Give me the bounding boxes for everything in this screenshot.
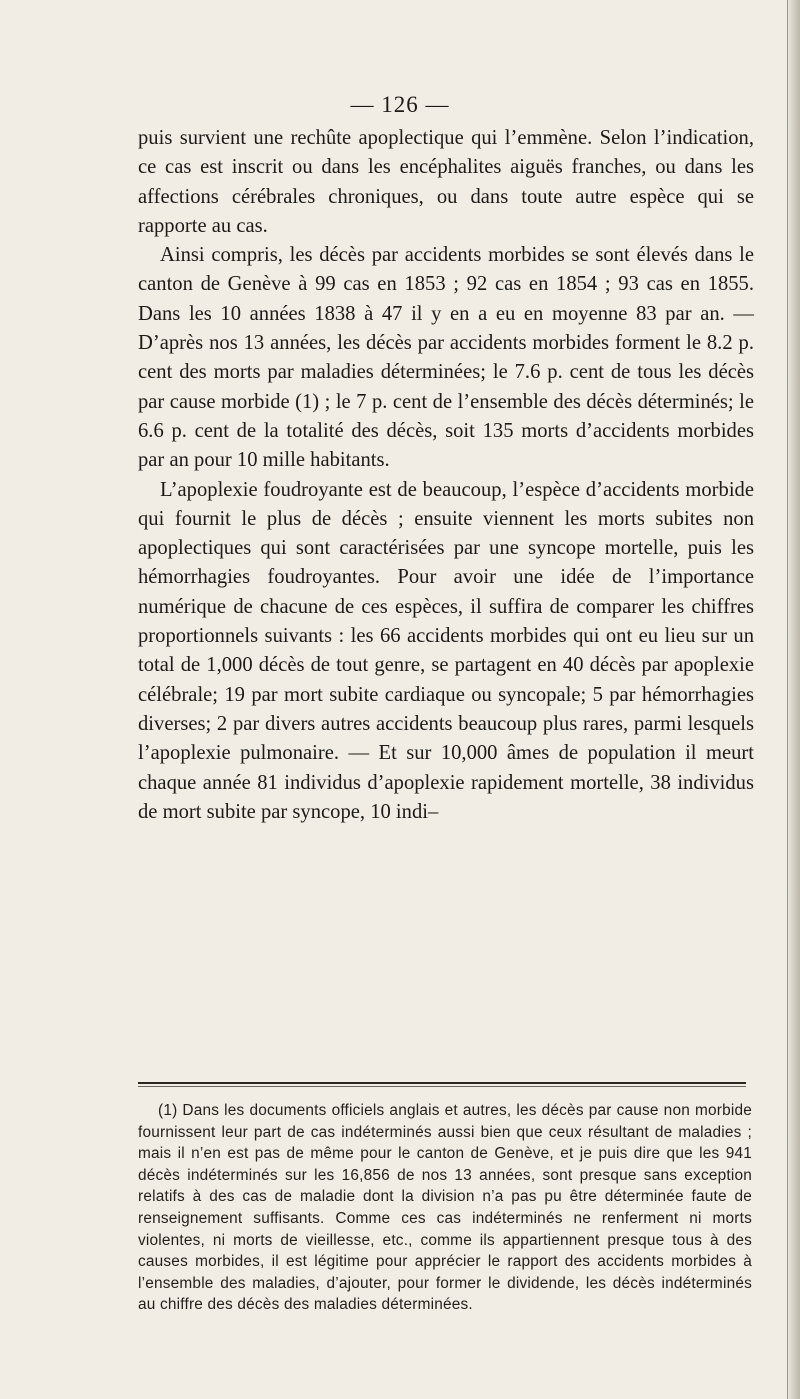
page-edge-shadow	[786, 0, 800, 1399]
footnote-separator-thin	[138, 1086, 746, 1087]
body-text	[138, 124, 754, 827]
paragraph-accident-statistics: Ainsi compris, les décès par accidents morbides se sont élevés dans le canton de Genève à 99 cas en 1853 ; 92 cas en 1854 ; 93 cas en 1855. Dans les 10 années 1838 à 47 il y en a eu en moyenne 83 par an. — D’après nos 13 années, les décès par accidents morbides forment le 8.2 p. cent des morts par maladies déterminées; le 7.6 p. cent de tous les décès par cause morbide (1) ; le 7 p. cent de l’ensemble des décès déterminés; le 6.6 p. cent de la totalité des décès, soit 135 morts d’accidents morbides par an pour 10 mille habitants.	[138, 244, 754, 472]
page-edge-line	[787, 0, 788, 1399]
paragraph-apoplexy: L’apoplexie foudroyante est de beaucoup, l’espèce d’accidents morbide qui fournit le plus de décès ; ensuite viennent les morts subites non apoplectiques qui sont caractérisées par une syncope mortelle, puis les hémorrhagies foudroyantes. Pour avoir une idée de l’importance numérique de chacune de ces espèces, il suffira de comparer les chiffres proportionnels suivants : les 66 accidents morbides qui ont eu lieu sur un total de 1,000 décès de tout genre, se partagent en 40 décès par apoplexie célébrale; 19 par mort subite cardiaque ou syncopale; 5 par hémorrhagies diverses; 2 par divers autres accidents beaucoup plus rares, parmi lesquels l’apoplexie pulmonaire. — Et sur 10,000 âmes de population il meurt chaque année 81 individus d’apoplexie rapidement mortelle, 38 individus de mort subite par syncope, 10 indi–	[138, 478, 754, 823]
footnote: (1) Dans les documents officiels anglais et autres, les décès par cause non morbide fournissent leur part de cas indéterminés aussi bien que ceux résultant de maladies ; mais il n’en est pas de même pour le canton de Genève, et je puis dire que les 941 décès indéterminés sur les 16,856 de nos 13 années, sont presque sans exception relatifs à des cas de maladie dont la division n’a pas pu être déterminée faute de renseignement suffisants. Comme ces cas indéterminés ne renferment ni morts violentes, ni morts de vieillesse, etc., comme ils appartiennent presque tous à des causes morbides, il est légitime pour apprécier le rapport des accidents morbides à l’ensemble des maladies, d’ajouter, pour former le dividende, les décès indéterminés au chiffre des décès des maladies déterminées.	[138, 1102, 752, 1314]
paragraph-continued: puis survient une rechûte apoplectique qui l’emmène. Selon l’indication, ce cas est inscrit ou dans les encéphalites aiguës franches, ou dans les affections cérébrales chroniques, ou dans toute autre espèce qui se rapporte au cas.	[138, 127, 754, 237]
page-number-header: — 126 —	[350, 92, 450, 117]
footnote-separator	[138, 1082, 746, 1084]
